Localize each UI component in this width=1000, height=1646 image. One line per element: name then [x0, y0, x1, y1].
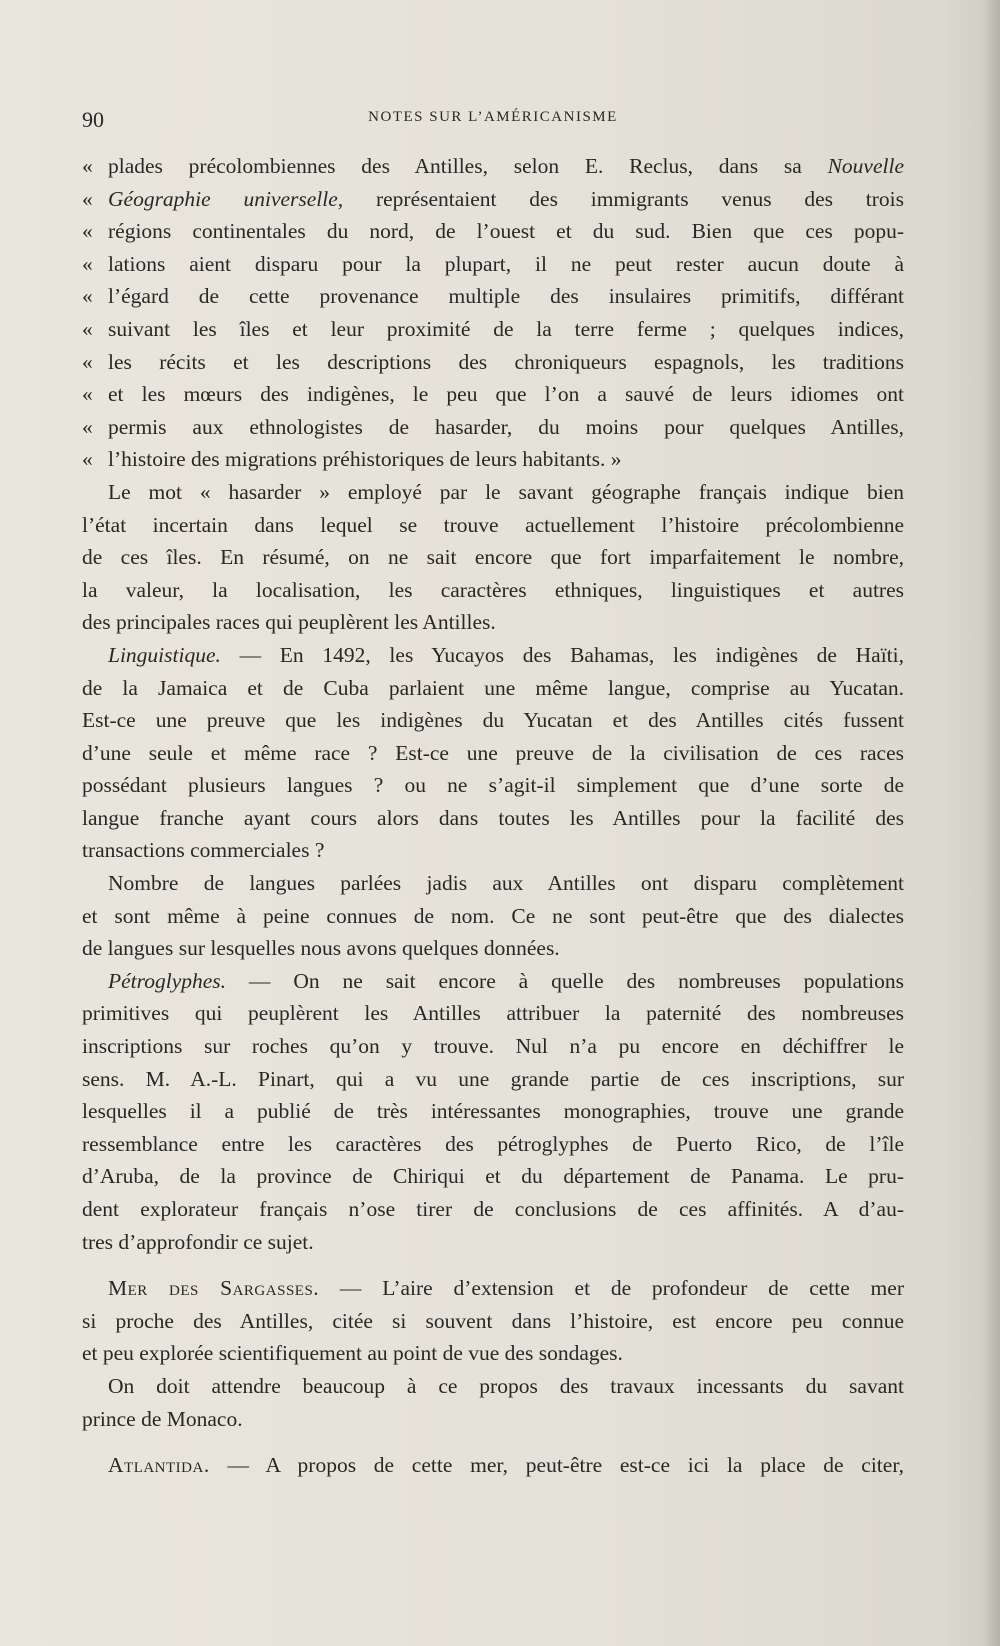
section-heading: Atlantida. — [108, 1453, 210, 1478]
text-line: transactions commerciales ? — [82, 838, 325, 863]
text-line: « Géographie universelle, représentaient des immigrants venus des trois — [82, 186, 905, 211]
paragraph-langues — [82, 867, 904, 965]
text-line: de la Jamaica et de Cuba parlaient une même langue, comprise au Yucatan. — [82, 675, 904, 700]
text-line: « permis aux ethnologistes de hasarder, du moins pour quelques Antilles, — [82, 414, 904, 439]
section-gap — [82, 1258, 904, 1272]
text-line: la valeur, la localisation, les caractères ethniques, linguistiques et autres — [82, 577, 904, 602]
text-line: inscriptions sur roches qu’on y trouve. Nul n’a pu encore en déchiffrer le — [82, 1034, 904, 1059]
text-line: « l’égard de cette provenance multiple des insulaires primitifs, différant — [82, 284, 904, 309]
paragraph-hasarder — [82, 476, 904, 639]
text-line: si proche des Antilles, citée si souvent dans l’histoire, est encore peu connue — [82, 1308, 904, 1333]
text-line: tres d’approfondir ce sujet. — [82, 1229, 314, 1254]
text-line: On doit attendre beaucoup à ce propos des travaux incessants du savant — [108, 1373, 904, 1398]
text-line: possédant plusieurs langues ? ou ne s’agit-il simplement que d’une sorte de — [82, 773, 904, 798]
paragraph-monaco — [82, 1370, 904, 1435]
page-edge-shadow — [982, 0, 1000, 1646]
text-line: primitives qui peuplèrent les Antilles attribuer la paternité des nombreuses — [82, 1001, 904, 1026]
text-line: de ces îles. En résumé, on ne sait encore que fort imparfaitement le nombre, — [82, 545, 904, 570]
text-line: prince de Monaco. — [82, 1406, 243, 1431]
text-line: d’une seule et même race ? Est-ce une preuve de la civilisation de ces races — [82, 740, 904, 765]
text-line: ressemblance entre les caractères des pétroglyphes de Puerto Rico, de l’île — [82, 1131, 904, 1156]
text-line: Mer des Sargasses. — L’aire d’extension et de profondeur de cette mer — [108, 1276, 904, 1301]
text-line: « et les mœurs des indigènes, le peu que l’on a sauvé de leurs idiomes ont — [82, 382, 904, 407]
section-sargasses — [82, 1272, 904, 1370]
text-line: « lations aient disparu pour la plupart, il ne peut rester aucun doute à — [82, 251, 904, 276]
italic-title: Géographie universelle, — [108, 186, 344, 211]
text-line: dent explorateur français n’ose tirer de conclusions de ces affinités. A d’au- — [82, 1197, 904, 1221]
text-line: des principales races qui peuplèrent les Antilles. — [82, 610, 496, 635]
text-line: « les récits et les descriptions des chroniqueurs espagnols, les traditions — [82, 349, 904, 374]
text-line: de langues sur lesquelles nous avons quelques données. — [82, 936, 560, 961]
section-atlantida — [82, 1449, 904, 1482]
quotation-block — [82, 150, 904, 476]
section-heading: Mer des Sargasses. — [108, 1276, 320, 1301]
text-line: sens. M. A.-L. Pinart, qui a vu une grande partie de ces inscriptions, sur — [82, 1066, 904, 1091]
page-body — [82, 150, 904, 1482]
section-gap — [82, 1435, 904, 1449]
italic-title: Nouvelle — [827, 154, 904, 178]
text-line: lesquelles il a publié de très intéressantes monographies, trouve une grande — [82, 1099, 904, 1124]
text-line: Est-ce une preuve que les indigènes du Yucatan et des Antilles cités fussent — [82, 708, 904, 733]
text-line: et sont même à peine connues de nom. Ce ne sont peut-être que des dialectes — [82, 903, 904, 928]
text-line: « l’histoire des migrations préhistoriques de leurs habitants. » — [82, 447, 622, 472]
text-line: d’Aruba, de la province de Chiriqui et du département de Panama. Le pru- — [82, 1164, 904, 1189]
text-line: Linguistique. — En 1492, les Yucayos des Bahamas, les indigènes de Haïti, — [108, 642, 904, 667]
page-header — [82, 106, 904, 136]
text-line: Pétroglyphes. — On ne sait encore à quelle des nombreuses populations — [108, 968, 904, 993]
text-line: « plades précolombiennes des Antilles, selon E. Reclus, dans sa Nouvelle — [82, 154, 904, 178]
running-head: NOTES SUR L’AMÉRICANISME — [368, 109, 618, 125]
text-line: « régions continentales du nord, de l’ouest et du sud. Bien que ces popu- — [82, 219, 904, 244]
text-line: « suivant les îles et leur proximité de la terre ferme ; quelques indices, — [82, 316, 904, 341]
section-heading: Pétroglyphes. — [108, 968, 227, 993]
text-line: langue franche ayant cours alors dans toutes les Antilles pour la facilité des — [82, 805, 904, 830]
page-number: 90 — [82, 107, 104, 132]
section-linguistique — [82, 639, 904, 867]
section-heading: Linguistique. — [108, 642, 221, 667]
text-line: Atlantida. — A propos de cette mer, peut-être est-ce ici la place de citer, — [108, 1453, 904, 1478]
section-petroglyphes — [82, 965, 904, 1258]
text-line: Le mot « hasarder » employé par le savant géographe français indique bien — [108, 479, 904, 504]
text-line: et peu explorée scientifiquement au point de vue des sondages. — [82, 1341, 623, 1366]
text-line: Nombre de langues parlées jadis aux Antilles ont disparu complètement — [108, 871, 904, 896]
text-line: l’état incertain dans lequel se trouve actuellement l’histoire précolombienne — [82, 512, 904, 537]
